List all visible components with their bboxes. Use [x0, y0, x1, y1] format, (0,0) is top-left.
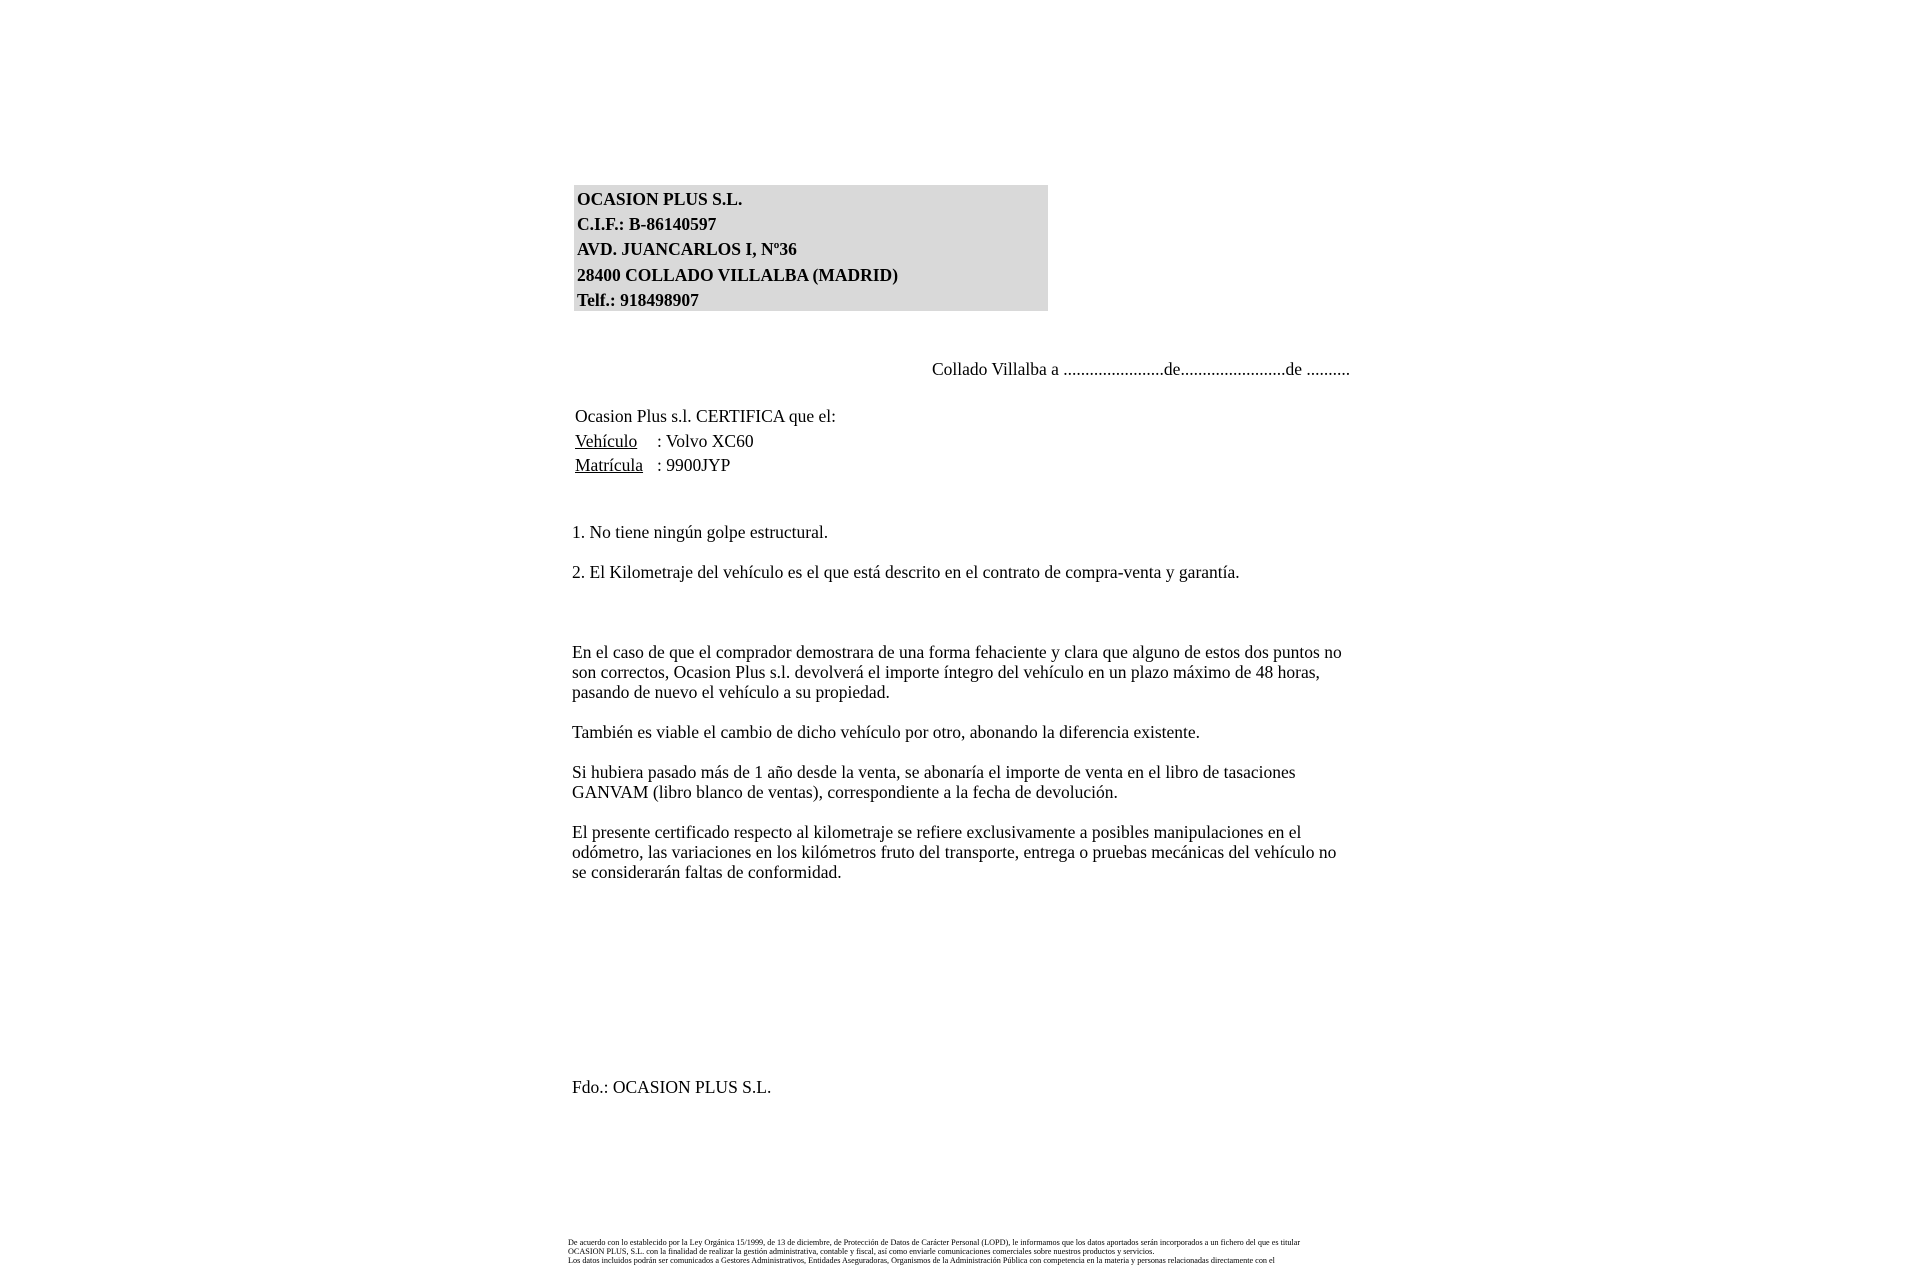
- paragraph-line: El presente certificado respecto al kilometraje se refiere exclusivamente a posibles manipulaciones en el: [572, 822, 1302, 842]
- company-name: OCASION PLUS S.L.: [577, 189, 743, 209]
- company-address: AVD. JUANCARLOS I, Nº36: [577, 239, 797, 260]
- footer-line: OCASION PLUS, S.L. con la finalidad de realizar la gestión administrativa, contable y fiscal, así como enviarle comunicaciones comerciales sobre nuestros productos y servicios.: [568, 1247, 1155, 1257]
- company-cif: C.I.F.: B-86140597: [577, 214, 717, 235]
- legal-footer: [568, 1238, 1388, 1266]
- vehicle-label: Vehículo: [575, 430, 638, 451]
- paragraph-line: En el caso de que el comprador demostrara de una forma fehaciente y clara que alguno de estos dos puntos no: [572, 642, 1342, 662]
- paragraph-ganvam: [572, 762, 1372, 802]
- company-phone: Telf.: 918498907: [577, 289, 699, 310]
- certificate-intro: Ocasion Plus s.l. CERTIFICA que el:: [575, 406, 836, 426]
- plate-value: : 9900JYP: [657, 455, 731, 475]
- vehicle-row: [575, 429, 836, 454]
- company-header-box: [574, 185, 1048, 311]
- footer-line: Los datos incluidos podrán ser comunicados a Gestores Administrativos, Entidades Aseguradoras, Organismos de la Administración Pública con competencia en la materia y personas relacionadas directamente con el: [568, 1256, 1275, 1266]
- paragraph-line: También es viable el cambio de dicho vehículo por otro, abonando la diferencia existente.: [572, 722, 1201, 742]
- point-2: 2. El Kilometraje del vehículo es el que está descrito en el contrato de compra-venta y garantía.: [572, 562, 1240, 582]
- footer-line: De acuerdo con lo establecido por la Ley Orgánica 15/1999, de 13 de diciembre, de Protección de Datos de Carácter Personal (LOPD), le informamos que los datos aportados serán incorporados a un fichero del que es titular: [568, 1238, 1301, 1247]
- company-city: 28400 COLLADO VILLALBA (MADRID): [577, 264, 899, 285]
- date-line: Collado Villalba a .......................de........................de ..........: [932, 359, 1351, 379]
- paragraph-odometer: [572, 822, 1372, 882]
- point-1: 1. No tiene ningún golpe estructural.: [572, 522, 829, 542]
- paragraph-exchange: [572, 722, 1372, 742]
- vehicle-value: : Volvo XC60: [657, 430, 754, 451]
- paragraph-line: Si hubiera pasado más de 1 año desde la venta, se abonaría el importe de venta en el libro de tasaciones: [572, 762, 1296, 782]
- paragraph-line: se considerarán faltas de conformidad.: [572, 862, 842, 882]
- signature-line: Fdo.: OCASION PLUS S.L.: [572, 1077, 772, 1097]
- plate-label: Matrícula: [575, 455, 644, 475]
- certificate-block: [575, 404, 836, 478]
- plate-row: [575, 453, 836, 478]
- paragraph-line: odómetro, las variaciones en los kilómetros fruto del transporte, entrega o pruebas mecánicas del vehículo no: [572, 842, 1337, 862]
- paragraph-line: GANVAM (libro blanco de ventas), correspondiente a la fecha de devolución.: [572, 782, 1118, 802]
- paragraph-line: son correctos, Ocasion Plus s.l. devolverá el importe íntegro del vehículo en un plazo máximo de 48 horas,: [572, 662, 1320, 682]
- paragraph-line: pasando de nuevo el vehículo a su propiedad.: [572, 682, 890, 702]
- paragraph-refund: [572, 642, 1372, 702]
